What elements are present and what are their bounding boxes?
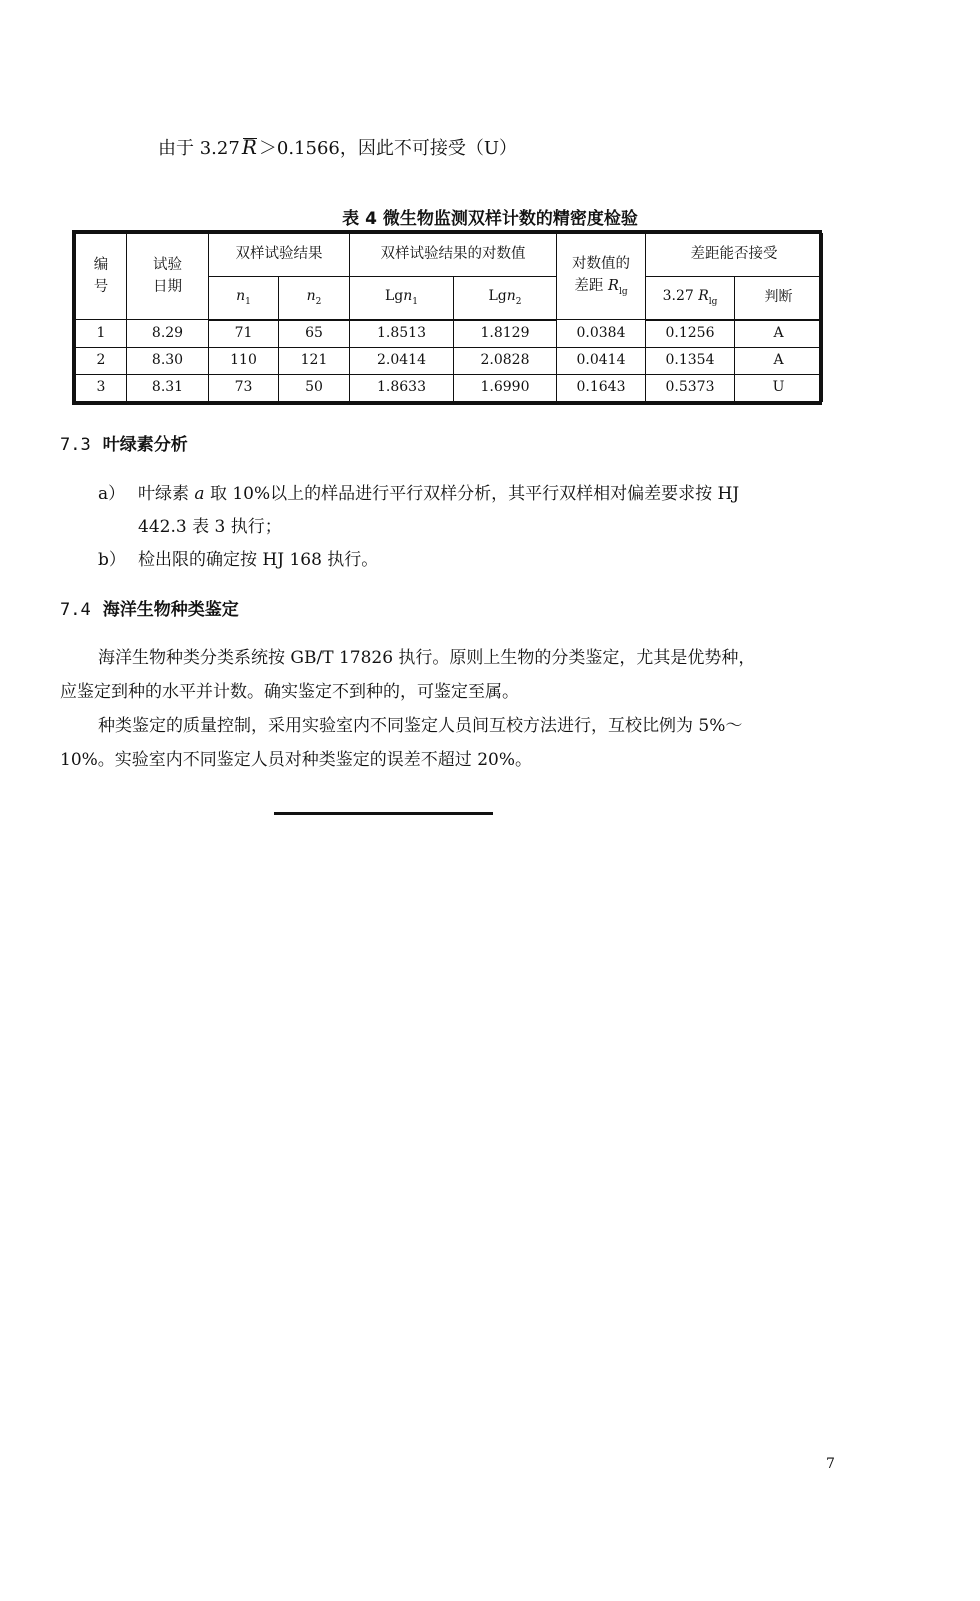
cell-log-diff: 0.0414 xyxy=(557,347,646,374)
header-lg-n1-func: Lg xyxy=(384,288,404,305)
header-judgement: 判断 xyxy=(735,277,823,320)
section-7-3-title: 叶绿素分析 xyxy=(102,435,188,455)
cell-lg-n1: 2.0414 xyxy=(350,347,454,374)
table-caption: 表 4 微生物监测双样计数的精密度检验 xyxy=(342,209,638,229)
cell-lg-n1: 1.8633 xyxy=(350,374,454,401)
cell-limit: 0.5373 xyxy=(646,374,735,401)
header-log-diff-symbol: R xyxy=(608,277,619,294)
intro-sentence xyxy=(158,134,517,160)
cell-lg-n2: 1.8129 xyxy=(454,320,557,348)
table-row xyxy=(76,374,823,401)
header-log-diff-line2 xyxy=(557,276,645,299)
header-log-diff xyxy=(557,234,646,320)
header-no-line2: 号 xyxy=(93,278,109,295)
cell-judgement: A xyxy=(735,320,823,348)
header-log-results: 双样试验结果的对数值 xyxy=(350,234,557,277)
cell-log-diff: 0.0384 xyxy=(557,320,646,348)
section-7-4-heading xyxy=(60,595,239,620)
header-n1-var: n xyxy=(236,288,246,305)
header-no-line1: 编 xyxy=(93,256,109,273)
section-7-4-title: 海洋生物种类鉴定 xyxy=(102,600,239,620)
header-n1 xyxy=(209,277,279,320)
header-limit-coef: 3.27 xyxy=(662,288,699,305)
cell-n2: 65 xyxy=(279,320,350,348)
cell-n2: 121 xyxy=(279,347,350,374)
header-lg-n2 xyxy=(454,277,557,320)
header-limit xyxy=(646,277,735,320)
item-a-text-pre: 叶绿素 xyxy=(138,484,195,504)
cell-judgement: A xyxy=(735,347,823,374)
cell-no: 3 xyxy=(76,374,127,401)
cell-limit: 0.1256 xyxy=(646,320,735,348)
list-marker-a: a） xyxy=(98,484,126,504)
header-lg-n2-func: Lg xyxy=(488,288,507,305)
list-item-b xyxy=(98,545,379,570)
header-log-diff-sub: lg xyxy=(618,286,628,297)
header-limit-symbol: R xyxy=(698,288,709,305)
cell-date: 8.31 xyxy=(127,374,209,401)
header-lg-n1-sub: 1 xyxy=(412,296,419,307)
section-7-3-number: 7.3 xyxy=(60,435,91,455)
paragraph-1-line-1: 海洋生物种类分类系统按 GB/T 17826 执行。原则上生物的分类鉴定，尤其是优势种， xyxy=(98,648,756,668)
intro-prefix: 由于 3.27 xyxy=(158,138,240,159)
cell-lg-n2: 1.6990 xyxy=(454,374,557,401)
header-lg-n2-sub: 2 xyxy=(515,296,522,307)
list-marker-b: b） xyxy=(98,550,126,570)
header-dual-results: 双样试验结果 xyxy=(209,234,350,277)
header-limit-sub: lg xyxy=(708,296,718,307)
item-b-text: 检出限的确定按 HJ 168 执行。 xyxy=(138,550,379,570)
header-log-diff-word: 差距 xyxy=(574,277,604,294)
paragraph-2-line-2: 10%。实验室内不同鉴定人员对种类鉴定的误差不超过 20%。 xyxy=(60,750,532,770)
list-item-a xyxy=(98,479,740,504)
precision-table xyxy=(72,230,822,405)
r-bar-symbol: R xyxy=(241,135,257,159)
header-date-line2: 日期 xyxy=(153,278,182,295)
header-date-line1: 试验 xyxy=(153,256,182,273)
page-number: 7 xyxy=(826,1456,835,1472)
cell-n1: 110 xyxy=(209,347,279,374)
header-n1-sub: 1 xyxy=(245,296,251,307)
cell-judgement: U xyxy=(735,374,823,401)
header-lg-n1-var: n xyxy=(403,288,413,305)
section-7-4-number: 7.4 xyxy=(60,600,91,620)
section-7-3-heading xyxy=(60,430,188,455)
table-row xyxy=(76,320,823,348)
cell-log-diff: 0.1643 xyxy=(557,374,646,401)
cell-n1: 71 xyxy=(209,320,279,348)
header-no xyxy=(76,234,127,320)
header-log-diff-line1: 对数值的 xyxy=(572,255,630,272)
cell-limit: 0.1354 xyxy=(646,347,735,374)
header-n2-sub: 2 xyxy=(315,296,322,307)
header-date xyxy=(127,234,209,320)
cell-n2: 50 xyxy=(279,374,350,401)
cell-lg-n2: 2.0828 xyxy=(454,347,557,374)
item-a-variable: a xyxy=(194,484,205,504)
paragraph-2-line-1: 种类鉴定的质量控制，采用实验室内不同鉴定人员间互校方法进行，互校比例为 5%～ xyxy=(98,716,743,736)
item-a-text-post: 取 10%以上的样品进行平行双样分析，其平行双样相对偏差要求按 HJ xyxy=(204,484,740,504)
header-lg-n1 xyxy=(350,277,454,320)
cell-no: 1 xyxy=(76,320,127,348)
header-n2 xyxy=(279,277,350,320)
cell-date: 8.29 xyxy=(127,320,209,348)
table-row xyxy=(76,347,823,374)
table-header-row-1 xyxy=(76,234,823,277)
header-n2-var: n xyxy=(306,288,316,305)
cell-lg-n1: 1.8513 xyxy=(350,320,454,348)
cell-date: 8.30 xyxy=(127,347,209,374)
header-lg-n2-var: n xyxy=(506,288,516,305)
header-acceptability: 差距能否接受 xyxy=(646,234,823,277)
cell-n1: 73 xyxy=(209,374,279,401)
paragraph-1-line-2: 应鉴定到种的水平并计数。确实鉴定不到种的，可鉴定至属。 xyxy=(60,682,519,702)
intro-suffix: ＞0.1566，因此不可接受（U） xyxy=(258,138,518,159)
end-rule xyxy=(274,812,493,815)
list-item-a-continued: 442.3 表 3 执行； xyxy=(138,517,282,537)
cell-no: 2 xyxy=(76,347,127,374)
